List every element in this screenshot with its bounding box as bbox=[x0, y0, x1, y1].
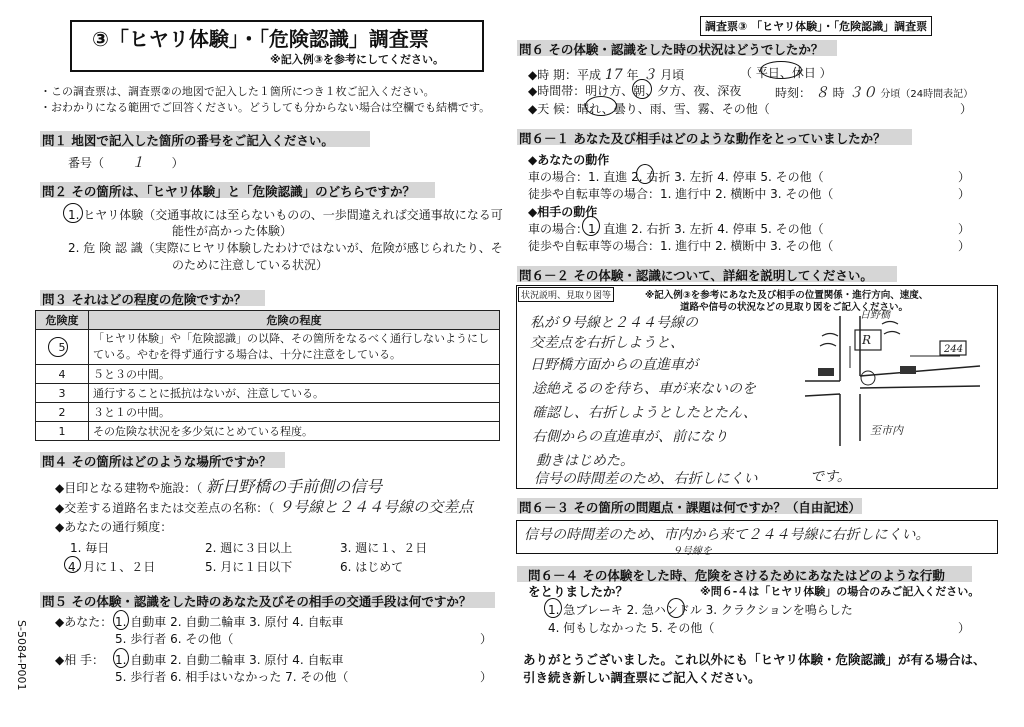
q4-opt-1[interactable]: 1. 毎日 bbox=[70, 541, 110, 555]
q6-weather-close: ） bbox=[960, 102, 973, 116]
q61-you: ◆あなたの動作 bbox=[528, 153, 610, 167]
q64-opts1[interactable]: 1. 急ブレーキ 2. 急ハンドル 3. クラクションを鳴らした bbox=[548, 603, 853, 617]
q6-minute[interactable]: ３０ bbox=[848, 85, 877, 101]
q6-time-circle bbox=[632, 79, 652, 99]
q5-other-opts2[interactable]: 5. 歩行者 6. 相手はいなかった 7. その他（ bbox=[115, 670, 349, 684]
table-row[interactable] bbox=[36, 384, 500, 403]
q5-other-close: ） bbox=[480, 670, 493, 684]
q3-col-level: 危険度 bbox=[36, 311, 89, 330]
q2-opt2[interactable]: 2. 危 険 認 識（実際にヒヤリ体験したわけではないが、危険が感じられたり、そ bbox=[68, 241, 503, 255]
q61-car2-close: ） bbox=[958, 222, 971, 236]
q61-label: 問６－１ あなた及び相手はどのような動作をとっていましたか？ bbox=[519, 131, 886, 146]
q62-map-r: R bbox=[862, 333, 872, 347]
q4-opt-6[interactable]: 6. はじめて bbox=[340, 560, 404, 574]
q2-opt2b: のために注意している状況） bbox=[172, 258, 329, 272]
intro-line-2: ・おわかりになる範囲でご回答ください。どうしても分からない場合は空欄でも結構です。 bbox=[40, 101, 491, 114]
q61-other: ◆相手の動作 bbox=[528, 205, 598, 219]
q3-desc: 「ヒヤリ体験」や「危険認識」の以降、その箇所をなるべく通行しないようにしている。やむを得ず通行する場合は、十分に注意をしている。 bbox=[89, 330, 500, 365]
q3-desc: 通行することに抵抗はないが、注意している。 bbox=[89, 384, 500, 403]
q5-you-close: ） bbox=[480, 632, 493, 646]
q5-other-opts1[interactable]: 1. 自動車 2. 自動二輪車 3. 原付 4. 自転車 bbox=[115, 653, 344, 667]
q6-year[interactable]: 17 bbox=[604, 67, 623, 83]
q61-walk-close: ） bbox=[958, 187, 971, 201]
q6-month[interactable]: ３ bbox=[642, 67, 657, 83]
q62-line-4[interactable]: 途絶えるのを待ち、車が来ないのを bbox=[532, 381, 756, 397]
q3-level: 1 bbox=[36, 422, 89, 441]
q61-car[interactable]: 車の場合：1. 直進 2. 右折 3. 左折 4. 停車 5. その他（ bbox=[528, 170, 824, 184]
q4-opt-5[interactable]: 5. 月に１日以下 bbox=[205, 560, 293, 574]
q2-opt1b: 能性が高かった体験） bbox=[172, 224, 293, 238]
q6-weather[interactable]: ◆天 候：晴れ、曇り、雨、雪、霧、その他（ bbox=[528, 102, 770, 116]
q64-opts2[interactable]: 4. 何もしなかった 5. その他（ bbox=[548, 621, 715, 635]
q4-opt-4[interactable]: 4. 月に１、２日 bbox=[68, 560, 156, 574]
q61-walk2[interactable]: 徒歩や自転車等の場合：1. 進行中 2. 横断中 3. その他（ bbox=[528, 239, 834, 253]
q61-car2[interactable]: 車の場合：1. 直進 2. 右折 3. 左折 4. 停車 5. その他（ bbox=[528, 222, 824, 236]
q4-opt-3[interactable]: 3. 週に１、２日 bbox=[340, 541, 428, 555]
q5-other-label: ◆相 手： bbox=[55, 653, 105, 667]
q3-selected-circle bbox=[48, 337, 68, 357]
q3-label: 問３ それはどの程度の危険ですか？ bbox=[42, 292, 247, 307]
q62-note-1: ※記入例③を参考にあなた及び相手の位置関係・進行方向、速度、 bbox=[645, 290, 929, 301]
q62-map-r-num: 244 bbox=[944, 344, 964, 355]
form-code: S-5084-P001 bbox=[15, 620, 28, 691]
q3-level: 3 bbox=[36, 384, 89, 403]
q2-opt1[interactable]: 1. ヒヤリ体験（交通事故には至らないものの、一歩間違えれば交通事故になる可 bbox=[68, 208, 503, 222]
q63-answer-2[interactable]: ９号線を bbox=[672, 546, 712, 557]
q5-you-label: ◆あなた： bbox=[55, 615, 113, 629]
q4-freq: ◆あなたの通行頻度： bbox=[55, 520, 173, 534]
q4-road: ◆交差する道路名または交差点の名称：（ ９号線と２４４号線の交差点 bbox=[55, 498, 474, 516]
q3-level: 5 bbox=[36, 330, 89, 365]
q5-label: 問５ その体験・認識をした時のあなた及びその相手の交通手段は何ですか？ bbox=[42, 594, 472, 609]
q5-you-opts1[interactable]: 1. 自動車 2. 自動二輪車 3. 原付 4. 自転車 bbox=[115, 615, 344, 629]
q5-you-opts2[interactable]: 5. 歩行者 6. その他（ bbox=[115, 632, 234, 646]
page-subtitle: ※記入例③を参考にしてください。 bbox=[270, 53, 445, 66]
q61-walk[interactable]: 徒歩や自転車等の場合：1. 進行中 2. 横断中 3. その他（ bbox=[528, 187, 834, 201]
q64-note: ※問６-４は「ヒヤリ体験」の場合のみご記入ください。 bbox=[700, 585, 980, 598]
q6-day-circle bbox=[760, 61, 802, 79]
q6-day-type[interactable]: （ 平日、休日 ） bbox=[740, 66, 832, 80]
intro-line-1: ・この調査票は、調査票②の地図で記入した１箇所につき１枚ご記入ください。 bbox=[40, 85, 435, 98]
q62-label: 問６－２ その体験・認識について、詳細を説明してください。 bbox=[519, 268, 873, 283]
table-row[interactable] bbox=[36, 330, 500, 365]
q61-car-close: ） bbox=[958, 170, 971, 184]
q1-field: 番号（ １ ） bbox=[68, 152, 184, 172]
q62-line-2[interactable]: 交差点を右折しようと、 bbox=[530, 335, 684, 351]
q4-road-answer[interactable]: ９号線と２４４号線の交差点 bbox=[278, 498, 474, 516]
q64-close: ） bbox=[958, 621, 971, 635]
q1-answer[interactable]: １ bbox=[130, 155, 145, 171]
table-row[interactable] bbox=[36, 403, 500, 422]
q62-line-8[interactable]: 信号の時間差のため、右折しにくい bbox=[534, 471, 758, 487]
q61-other-circle bbox=[582, 216, 600, 236]
q63-answer[interactable]: 信号の時間差のため、市内から来て２４４号線に右折しにくい。 bbox=[524, 527, 930, 543]
page-title: ③「ヒヤリ体験」・「危険認識」調査票 bbox=[92, 27, 429, 51]
q3-col-desc: 危険の程度 bbox=[89, 311, 500, 330]
q3-table bbox=[35, 310, 500, 441]
q61-you-circle bbox=[636, 164, 654, 184]
q62-line-1[interactable]: 私が９号線と２４４号線の bbox=[530, 315, 698, 331]
q3-desc: その危険な状況を多少気にとめている程度。 bbox=[89, 422, 500, 441]
q62-line-5[interactable]: 確認し、右折しようとしたとたん、 bbox=[532, 405, 757, 421]
q6-label: 問６ その体験・認識をした時の状況はどうでしたか？ bbox=[519, 42, 824, 57]
q3-level: 4 bbox=[36, 365, 89, 384]
q4-landmark: ◆目印となる建物や施設：（ 新日野橋の手前側の信号 bbox=[55, 477, 383, 496]
q4-label: 問４ その箇所はどのような場所ですか？ bbox=[42, 454, 272, 469]
q6-hour[interactable]: ８ bbox=[814, 85, 829, 101]
q6-time-exact: 時刻： ８ 時 ３０ 分頃（24時間表記） bbox=[775, 85, 974, 101]
q6-time[interactable]: ◆時間帯：明け方、朝、夕方、夜、深夜 bbox=[528, 84, 742, 98]
q63-label: 問６－３ その箇所の問題点・課題は何ですか？（自由記述） bbox=[519, 500, 861, 515]
q62-map-city: 至市内 bbox=[870, 424, 903, 437]
table-row[interactable] bbox=[36, 422, 500, 441]
q4-landmark-answer[interactable]: 新日野橋の手前側の信号 bbox=[206, 477, 383, 496]
q62-line-7[interactable]: 動きはじめた。 bbox=[536, 453, 634, 469]
q62-box-label: 状況説明、見取り図等 bbox=[518, 287, 614, 302]
q62-line-6[interactable]: 右側からの直進車が、前になり bbox=[532, 429, 728, 445]
q1-label: 問１ 地図で記入した箇所の番号をご記入ください。 bbox=[42, 133, 334, 148]
q62-map-north: 日野橋 bbox=[860, 310, 890, 321]
q4-opt-2[interactable]: 2. 週に３日以上 bbox=[205, 541, 293, 555]
q62-note-2: 道路や信号の状況などの見取り図をご記入ください。 bbox=[680, 302, 909, 313]
q6-weather-circle bbox=[585, 96, 617, 116]
q61-walk2-close: ） bbox=[958, 239, 971, 253]
footer-line-2: 引き続き新しい調査票にご記入ください。 bbox=[523, 670, 761, 685]
q6-period: ◆時 期：平成 17 年 ３ 月頃 bbox=[528, 67, 685, 83]
q3-table-header bbox=[36, 311, 500, 330]
q62-line-9[interactable]: です。 bbox=[810, 469, 851, 485]
q3-desc: ３と１の中間。 bbox=[89, 403, 500, 422]
q3-level: 2 bbox=[36, 403, 89, 422]
q64-label: 問６－４ その体験をした時、危険をさけるためにあなたはどのような行動 bbox=[528, 568, 945, 583]
footer-line-1: ありがとうございました。これ以外にも「ヒヤリ体験・危険認識」が有る場合は、 bbox=[523, 652, 986, 667]
q62-line-3[interactable]: 日野橋方面からの直進車が bbox=[530, 357, 698, 373]
form-tag: 調査票③ 「ヒヤリ体験」・「危険認識」調査票 bbox=[700, 16, 932, 36]
q2-label: 問２ その箇所は、「ヒヤリ体験」と「危険認識」のどちらですか？ bbox=[42, 184, 415, 199]
table-row[interactable] bbox=[36, 365, 500, 384]
q3-desc: ５と３の中間。 bbox=[89, 365, 500, 384]
q64-label-2: をとりましたか？ bbox=[528, 584, 629, 599]
